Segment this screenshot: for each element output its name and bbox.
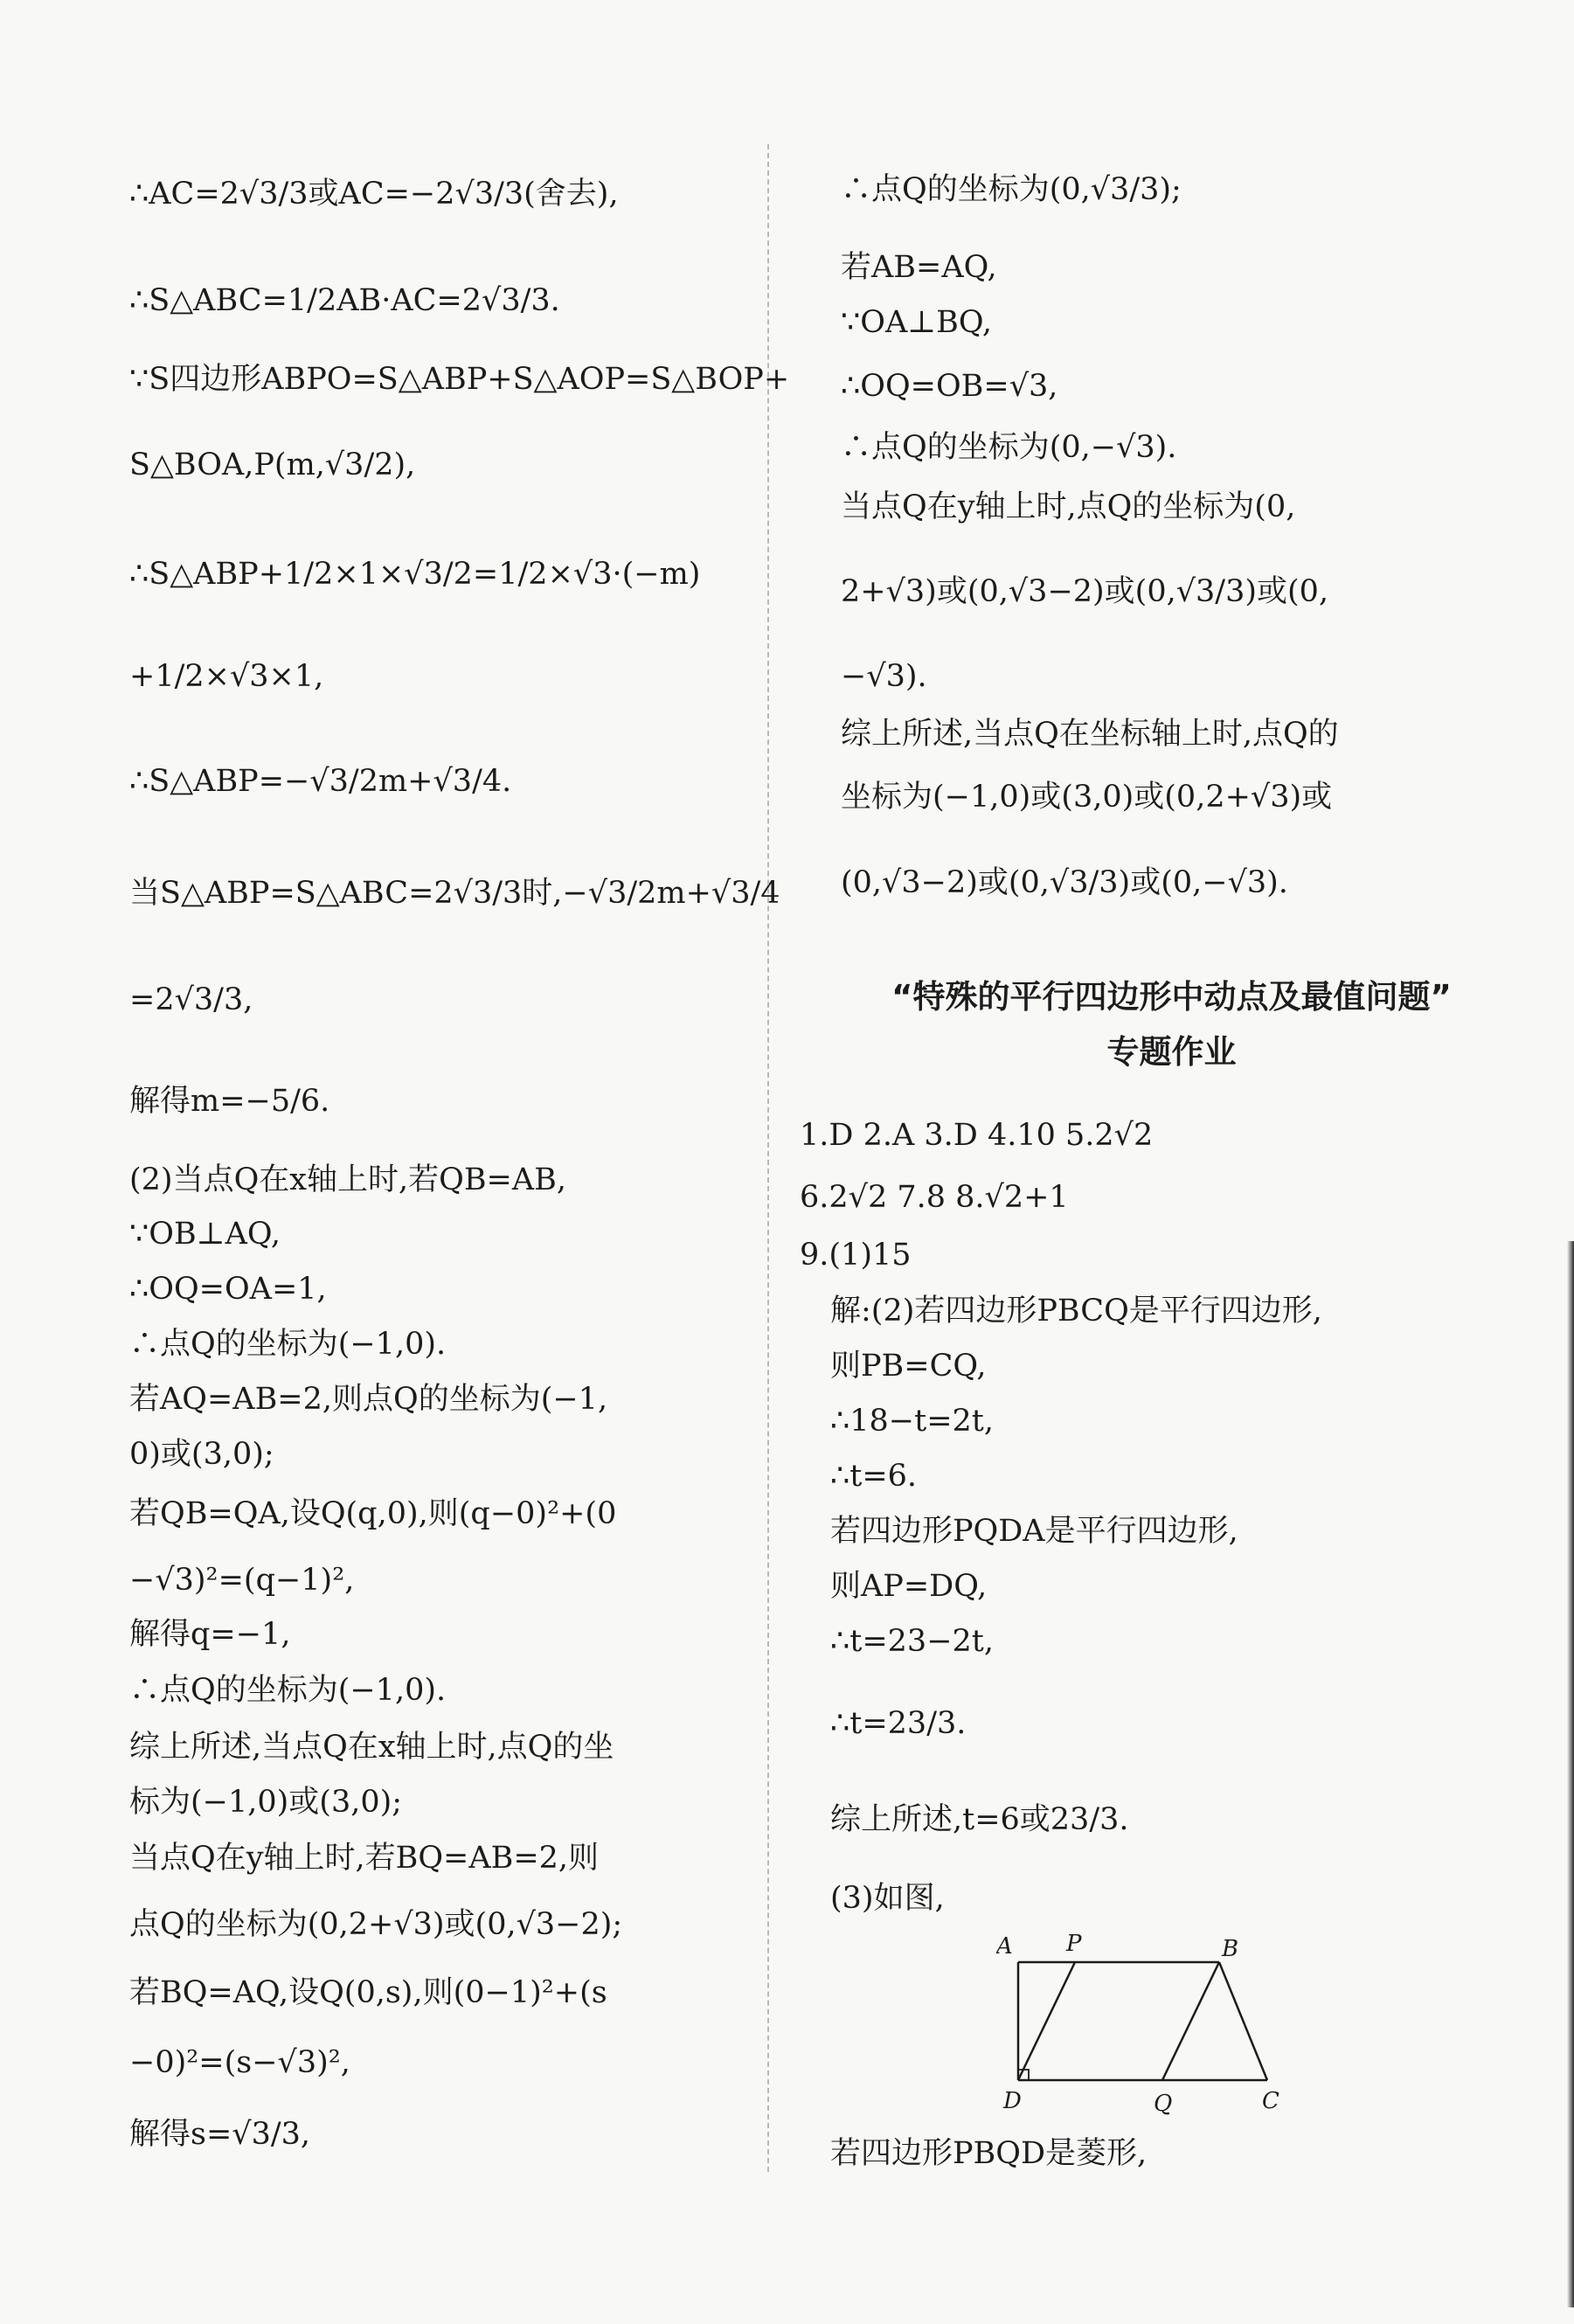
text-line: (0,√3−2)或(0,√3/3)或(0,−√3). [841,865,1288,900]
segment-PD [1018,1962,1075,2080]
solution-line: 则AP=DQ, [830,1569,988,1604]
column-divider [767,144,769,2172]
solution-line: 若四边形PQDA是平行四边形, [830,1514,1238,1549]
text-line: ∴OQ=OA=1, [129,1272,327,1307]
text-line: 当点Q在y轴上时,点Q的坐标为(0, [841,489,1296,524]
text-line: ∴点Q的坐标为(−1,0). [129,1673,447,1708]
text-line: −√3). [841,659,927,694]
text-line: 若四边形PBQD是菱形, [830,2136,1148,2171]
text-line: 坐标为(−1,0)或(3,0)或(0,2+√3)或 [841,780,1333,815]
text-line: 综上所述,当点Q在x轴上时,点Q的坐 [129,1730,614,1765]
text-line: 若QB=QA,设Q(q,0),则(q−0)²+(0 [129,1496,617,1531]
text-line: 点Q的坐标为(0,2+√3)或(0,√3−2); [129,1907,623,1942]
text-line: 解得s=√3/3, [129,2117,311,2152]
text-line: ∵OA⊥BQ, [841,305,992,340]
solution-line: 则PB=CQ, [830,1349,987,1384]
label-D: D [1003,2088,1022,2114]
solution-line: ∴18−t=2t, [830,1404,994,1439]
label-P: P [1066,1931,1082,1957]
text-line: 当S△ABP=S△ABC=2√3/3时,−√3/2m+√3/4 [129,876,780,911]
section-subtitle: 专题作业 [1106,1033,1237,1071]
solution-line: ∴t=23−2t, [830,1624,994,1659]
text-line: ∴点Q的坐标为(0,−√3). [841,430,1177,465]
text-line: +1/2×√3×1, [129,659,324,694]
text-line: (2)当点Q在x轴上时,若QB=AB, [129,1162,566,1197]
label-A: A [996,1933,1013,1960]
text-line: 若BQ=AQ,设Q(0,s),则(0−1)²+(s [129,1975,607,2010]
text-line: 0)或(3,0); [129,1437,274,1472]
text-line: 标为(−1,0)或(3,0); [129,1785,403,1820]
text-line: 解得q=−1, [129,1617,291,1652]
text-line: 解得m=−5/6. [129,1084,330,1119]
text-line: 若AQ=AB=2,则点Q的坐标为(−1, [129,1382,608,1417]
text-line: 综上所述,当点Q在坐标轴上时,点Q的 [841,717,1339,752]
text-line: −√3)²=(q−1)², [129,1563,355,1598]
label-C: C [1262,2088,1279,2114]
label-Q: Q [1154,2091,1173,2117]
text-line: ∴S△ABP+1/2×1×√3/2=1/2×√3·(−m) [129,557,701,592]
text-line: ∴AC=2√3/3或AC=−2√3/3(舍去), [129,177,619,212]
solution-line: ∴t=6. [830,1459,918,1494]
text-line: ∵S四边形ABPO=S△ABP+S△AOP=S△BOP+ [129,362,790,397]
page-edge-shadow [1567,1241,1574,2307]
answer-line: 1.D 2.A 3.D 4.10 5.2√2 [800,1118,1154,1153]
segment-BQ [1162,1962,1219,2080]
text-line: 若AB=AQ, [841,250,997,285]
solution-line: (3)如图, [830,1881,945,1916]
text-line: ∴OQ=OB=√3, [841,369,1058,404]
text-line: S△BOA,P(m,√3/2), [129,447,416,482]
answer-line: 6.2√2 7.8 8.√2+1 [800,1180,1069,1215]
answer-line: 9.(1)15 [800,1238,912,1273]
segment-BC [1219,1962,1267,2080]
text-line: ∴点Q的坐标为(−1,0). [129,1327,447,1362]
text-line: =2√3/3, [129,982,253,1017]
geometry-figure [996,1923,1293,2133]
text-line: ∴点Q的坐标为(0,√3/3); [841,172,1182,207]
label-B: B [1222,1936,1239,1962]
solution-line: 解:(2)若四边形PBCQ是平行四边形, [830,1294,1322,1328]
text-line: 当点Q在y轴上时,若BQ=AB=2,则 [129,1841,600,1876]
text-line: ∴S△ABP=−√3/2m+√3/4. [129,764,512,799]
text-line: ∴S△ABC=1/2AB·AC=2√3/3. [129,283,560,318]
text-line: −0)²=(s−√3)², [129,2045,350,2080]
solution-line: ∴t=23/3. [830,1706,967,1741]
section-title: “特殊的平行四边形中动点及最值问题” [891,978,1452,1016]
solution-line: 综上所述,t=6或23/3. [830,1802,1129,1837]
text-line: 2+√3)或(0,√3−2)或(0,√3/3)或(0, [841,574,1329,609]
text-line: ∵OB⊥AQ, [129,1217,281,1252]
